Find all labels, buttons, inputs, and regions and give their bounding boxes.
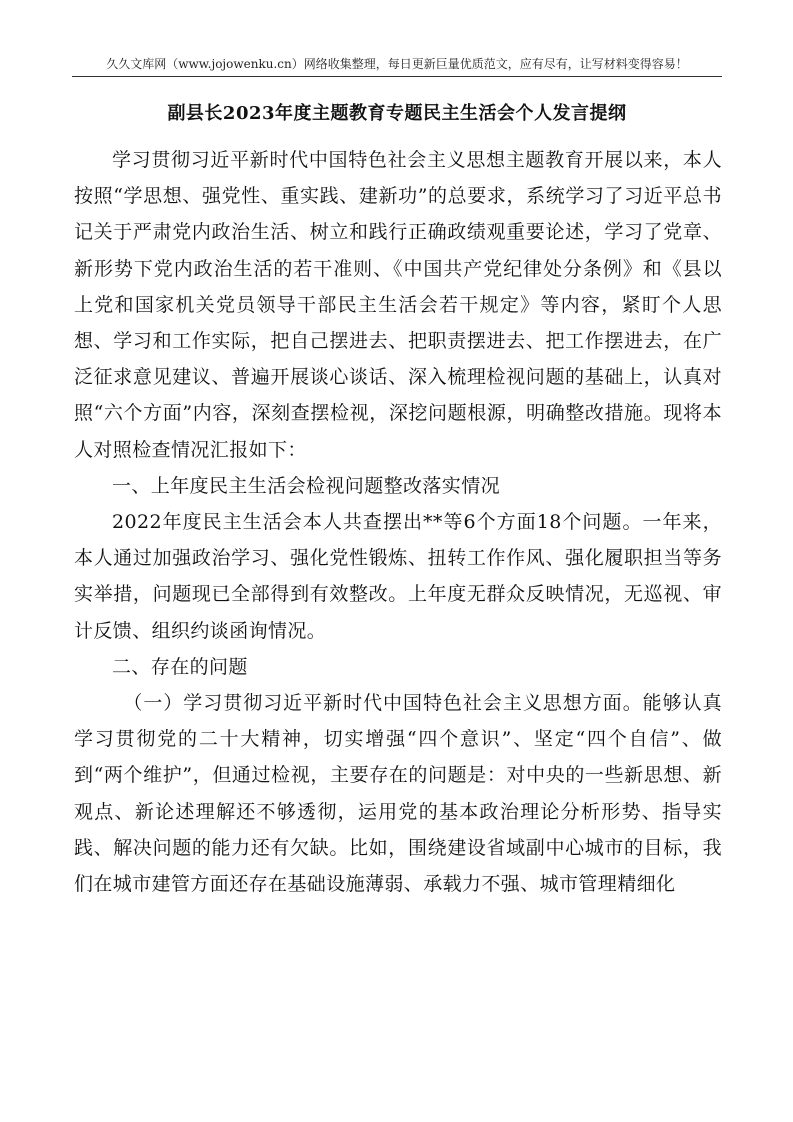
- intro-paragraph: 学习贯彻习近平新时代中国特色社会主义思想主题教育开展以来，本人按照“学思想、强党性、重实践、建新功”的总要求，系统学习了习近平总书记关于严肃党内政治生活、树立和践行正确政绩观重要论述，学习了党章、新形势下党内政治生活的若干准则、《中国共产党纪律处分条例》和《县以上党和国家机关党员领导干部民主生活会若干规定》等内容，紧盯个人思想、学习和工作实际，把自己摆进去、把职责摆进去、把工作摆进去，在广泛征求意见建议、普遍开展谈心谈话、深入梳理检视问题的基础上，认真对照“六个方面”内容，深刻查摆检视，深挖问题根源，明确整改措施。现将本人对照检查情况汇报如下：: [74, 149, 722, 461]
- document-body: [74, 142, 722, 902]
- section-heading-2: 二、存在的问题: [112, 655, 248, 678]
- section-2-paragraph: （一）学习贯彻习近平新时代中国特色社会主义思想方面。能够认真学习贯彻党的二十大精神，切实增强“四个意识”、坚定“四个自信”、做到“两个维护”，但通过检视，主要存在的问题是：对中央的一些新思想、新观点、新论述理解还不够透彻，运用党的基本政治理论分析形势、指导实践、解决问题的能力还有欠缺。比如，围绕建设省域副中心城市的目标，我们在城市建管方面还存在基础设施薄弱、承载力不强、城市管理精细化: [74, 692, 722, 896]
- document-title: 副县长2023年度主题教育专题民主生活会个人发言提纲: [167, 103, 627, 124]
- header-divider: [72, 76, 722, 77]
- section-heading-1: 一、上年度民主生活会检视问题整改落实情况: [112, 474, 501, 497]
- page-header: 久久文库网（www.jojowenku.cn）网络收集整理，每日更新巨量优质范文，应有尽有，让写材料变得容易！: [106, 57, 688, 71]
- section-1-paragraph: 2022年度民主生活会本人共查摆出**等6个方面18个问题。一年来，本人通过加强政治学习、强化党性锻炼、扭转工作作风、强化履职担当等务实举措，问题现已全部得到有效整改。上年度无群众反映情况，无巡视、审计反馈、组织约谈函询情况。: [74, 511, 722, 642]
